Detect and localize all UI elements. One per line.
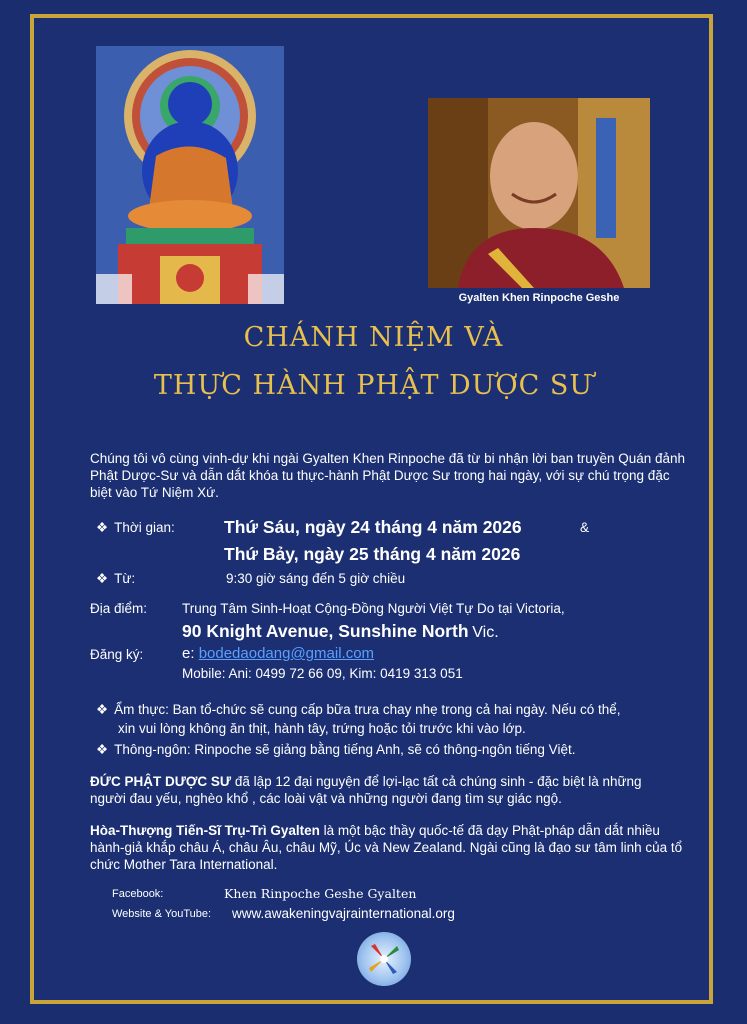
venue-label: Địa điểm: [90,601,148,616]
venue-line-1: Trung Tâm Sinh-Hoạt Cộng-Đồng Người Việt Tự Do tại Victoria, [182,601,565,616]
rinpoche-photo [428,98,650,288]
hours: 9:30 giờ sáng đến 5 giờ chiều [226,571,406,586]
diamond-bullet-icon: ❖ [96,702,109,717]
diamond-bullet-icon: ❖ [96,571,109,586]
diamond-bullet-icon: ❖ [96,520,109,535]
email-link[interactable]: bodedaodang@gmail.com [198,645,375,662]
email-prefix: e: [182,645,195,662]
buddha-text: đã lập 12 đại nguyện để lợi-lạc tất cả chúng sinh - đặc biệt là những người đau yếu, nghèo khổ , các loài vật và những người đang tìm sự giác ngộ. [90,774,642,806]
time-row [96,520,175,536]
date-2: Thứ Bảy, ngày 25 tháng 4 năm 2026 [224,544,521,564]
facebook-value[interactable]: Khen Rinpoche Geshe Gyalten [224,886,417,901]
mobile: Mobile: Ani: 0499 72 66 09, Kim: 0419 313 051 [182,666,463,681]
buddha-bold: ĐỨC PHẬT DƯỢC SƯ [90,774,232,789]
teacher-text: là một bậc thầy quốc-tế đã dạy Phật-pháp dẫn dắt nhiều hành-giả khắp châu Á, châu Âu, châu Mỹ, Úc và New Zealand. Ngài cũng là đạo sư tâm linh của tổ chức Mother Tara International. [90,823,683,872]
title-line-1: CHÁNH NIỆM VÀ [243,322,504,353]
time-label: Thời gian: [114,520,175,535]
buddha-paragraph [90,773,680,807]
food-line-2: xin vui lòng không ăn thịt, hành tây, trứng hoặc tỏi trước khi vào lớp. [118,721,526,736]
intro-paragraph: Chúng tôi vô cùng vinh-dự khi ngài Gyalten Khen Rinpoche đã từ bi nhận lời ban truyền Quán đảnh Phật Dược-Sư và dẫn dắt khóa tu thực-hành Phật Dược Sư trong hai ngày, với sự chú trọng đặc biệt vào Tứ Niệm Xứ. [90,451,686,500]
website-label: Website & YouTube: [112,908,212,920]
medicine-buddha-image [96,46,284,304]
address-suffix: Vic. [472,624,499,641]
vajra-logo-icon [357,932,411,986]
from-row [96,571,135,587]
address-text: 90 Knight Avenue, Sunshine North [182,621,469,641]
venue-address [182,621,499,642]
facebook-label: Facebook: [112,888,164,900]
food-line-1 [96,702,621,718]
teacher-bold: Hòa-Thượng Tiến-Sĩ Trụ-Trì Gyalten [90,823,320,838]
interpret-text: Thông-ngôn: Rinpoche sẽ giảng bằng tiếng Anh, sẽ có thông-ngôn tiếng Việt. [114,742,576,757]
register-label: Đăng ký: [90,647,144,662]
teacher-paragraph [90,822,690,873]
email-row [182,645,374,662]
date-1: Thứ Sáu, ngày 24 tháng 4 năm 2026 [224,517,522,537]
ampersand: & [580,520,590,535]
interpret-row [96,742,575,758]
photo-caption: Gyalten Khen Rinpoche Geshe [458,292,620,304]
website-value[interactable]: www.awakeningvajrainternational.org [232,906,455,921]
food-text-1: Ẩm thực: Ban tổ-chức sẽ cung cấp bữa trưa chay nhẹ trong cả hai ngày. Nếu có thể, [114,702,621,717]
from-label: Từ: [114,571,136,586]
title-line-2: THỰC HÀNH PHẬT DƯỢC SƯ [153,370,594,401]
diamond-bullet-icon: ❖ [96,742,109,757]
